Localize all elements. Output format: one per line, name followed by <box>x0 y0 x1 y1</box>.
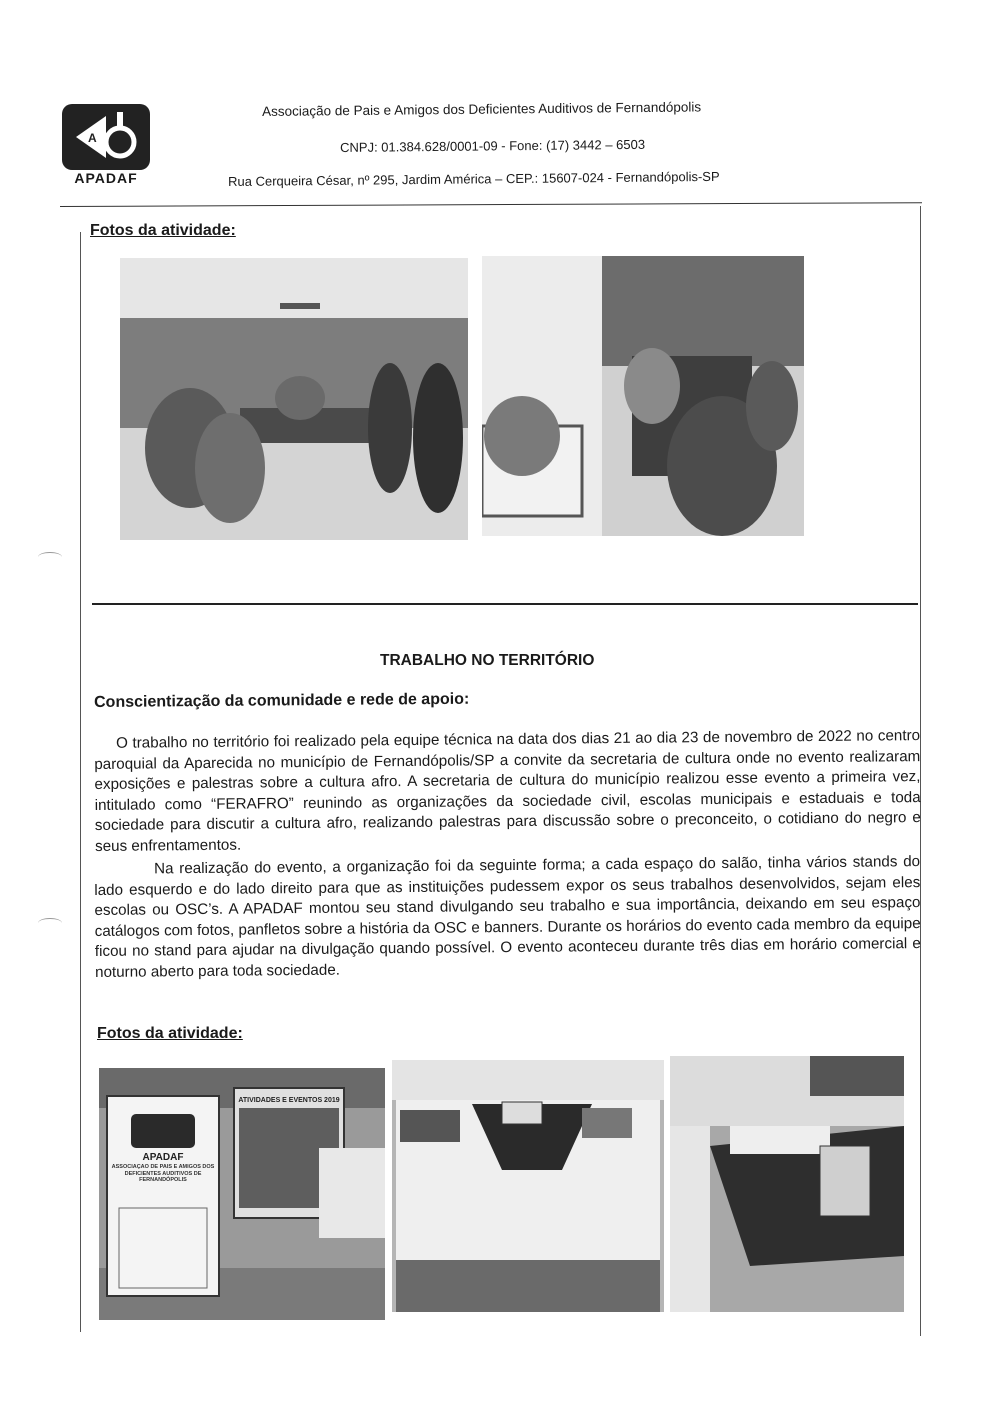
scan-hole-mark <box>38 918 62 928</box>
paragraph-1: O trabalho no território foi realizado pela equipe técnica na data dos dias 21 ao dia 23 de novembro de 2022 no centro paroquial da Aparecida no município de Fernandópolis/SP a convite da secretaria de cultura onde no evento realizaram exposições e palestras sobre a cultura afro. A secretaria de cultura do município realizou esse evento a primeira vez, intitulado como “FERAFRO” reunindo as organizações da sociedade civil, escolas municipais e estaduais e toda sociedade para discutir a cultura afro, realizando palestras para discussão sobre o preconceito, o cotidiano do negro e seus enfrentamentos. <box>94 727 921 855</box>
section-title: TRABALHO NO TERRITÓRIO <box>380 652 595 669</box>
logo-text: APADAF <box>74 170 138 186</box>
photo-group-table <box>482 256 804 536</box>
photo-display-table <box>392 1060 664 1312</box>
banner-org-text: ASSOCIAÇÃO DE PAIS E AMIGOS DOS DEFICIENTES AUDITIVOS DE FERNANDÓPOLIS <box>111 1164 215 1183</box>
subsection-title: Conscientização da comunidade e rede de apoio: <box>94 690 470 711</box>
section-divider <box>92 603 918 605</box>
header-divider <box>60 202 922 207</box>
frame-left-border <box>80 232 81 1332</box>
org-address: Rua Cerqueira César, nº 295, Jardim América – CEP.: 15607-024 - Fernandópolis-SP <box>228 168 720 189</box>
svg-text:A: A <box>88 131 97 145</box>
photo-banner-stand <box>99 1068 385 1320</box>
logo-emblem-icon <box>62 104 150 170</box>
photos-label-2: Fotos da atividade: <box>97 1025 243 1042</box>
paragraph-2: Na realização do evento, a organização foi da seguinte forma; a cada espaço do salão, tinha vários stands do lado esquerdo e do lado direito para que as instituições pudessem expor os seus trabalhos desenvolvidos, sejam eles escolas ou OSC’s. A APADAF montou seu stand divulgando seu trabalho e sua importância, deixando em seu espaço catálogos com fotos, panfletos sobre a história da OSC e banners. Durante os horários do evento cada membro da equipe ficou no stand para ajudar na divulgação quando possível. O evento aconteceu durante três dias em horário comercial e noturno aberto para toda sociedade. <box>94 853 921 981</box>
photos-label-1: Fotos da atividade: <box>90 222 236 239</box>
apadaf-logo <box>62 104 150 186</box>
banner-logo-text: APADAF <box>142 1152 184 1163</box>
photo-stand-tables <box>670 1056 904 1312</box>
scan-hole-mark <box>38 552 62 562</box>
poster-title: ATIVIDADES E EVENTOS 2019 <box>238 1097 340 1104</box>
org-cnpj: CNPJ: 01.384.628/0001-09 - Fone: (17) 3442 – 6503 <box>340 136 646 155</box>
photo-meeting-room <box>120 258 468 540</box>
org-name: Associação de Pais e Amigos dos Deficientes Auditivos de Fernandópolis <box>262 99 702 119</box>
